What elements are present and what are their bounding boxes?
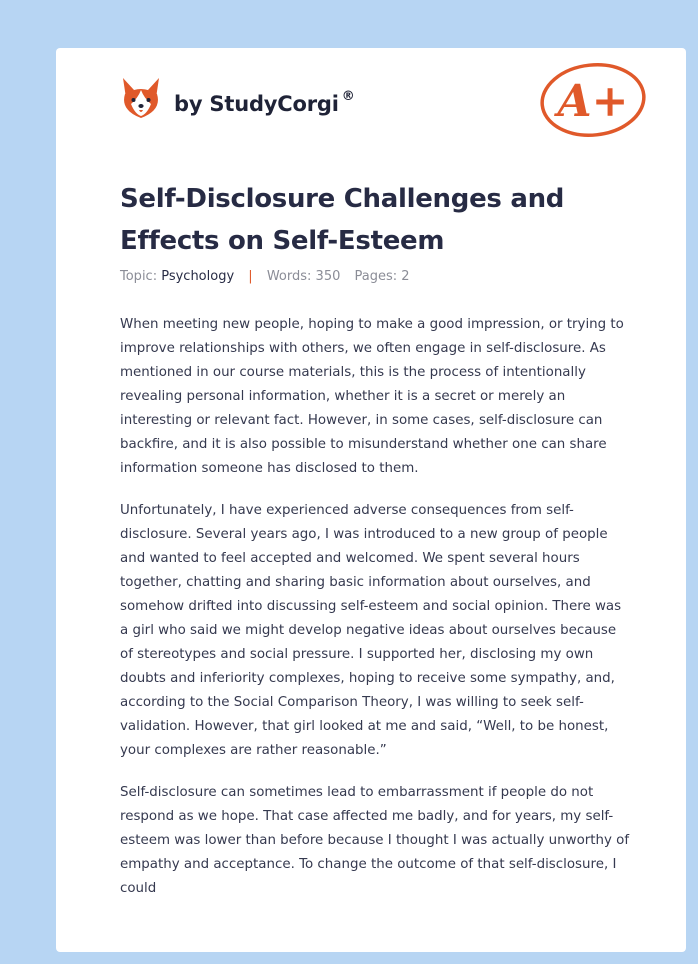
brand-text: by StudyCorgi bbox=[174, 92, 339, 116]
header bbox=[56, 48, 686, 158]
grade-text: A+ bbox=[557, 76, 629, 127]
document-page bbox=[56, 48, 686, 952]
words-value: 350 bbox=[315, 269, 341, 284]
words-label: Words: bbox=[266, 269, 312, 284]
paragraph-3: Self-disclosure can sometimes lead to embarrassment if people do not respond as we hope. That case affected me badly, and for years, my self-esteem was lower than before because I thought I was actually unworthy of empathy and acceptance. To change the outcome of that self-disclosure, I could bbox=[120, 785, 630, 896]
registered-mark: ® bbox=[341, 89, 355, 104]
pages-label: Pages: bbox=[354, 269, 398, 284]
corgi-logo-icon bbox=[120, 76, 162, 120]
page-title: Self-Disclosure Challenges and Effects on Self-Esteem bbox=[120, 184, 565, 256]
paragraph-1: When meeting new people, hoping to make a good impression, or trying to improve relationships with others, we often engage in self-disclosure. As mentioned in our course materials, this is the process of intentionally revealing personal information, whether it is a secret or merely an interesting or relevant fact. However, in some cases, self-disclosure can backfire, and it is also possible to misunderstand whether one can share information someone has disclosed to them. bbox=[120, 317, 624, 476]
topic-link[interactable]: Psychology bbox=[161, 269, 235, 284]
meta-separator: | bbox=[248, 269, 253, 284]
pages-value: 2 bbox=[401, 269, 410, 284]
brand-name[interactable] bbox=[174, 89, 355, 116]
topic-label: Topic: bbox=[120, 269, 158, 284]
document-meta bbox=[120, 269, 410, 284]
document-body bbox=[120, 313, 632, 919]
a-plus-grade-badge bbox=[538, 60, 648, 140]
paragraph-2: Unfortunately, I have experienced adverse consequences from self-disclosure. Several years ago, I was introduced to a new group of people and wanted to feel accepted and welcomed. We spent several hours together, chatting and sharing basic information about ourselves, and somehow drifted into discussing self-esteem and social opinion. There was a girl who said we might develop negative ideas about ourselves because of stereotypes and social pressure. I supported her, disclosing my own doubts and inferiority complexes, hoping to receive some sympathy, and, according to the Social Comparison Theory, I was willing to seek self-validation. However, that girl looked at me and said, “Well, to be honest, your complexes are rather reasonable.” bbox=[120, 503, 622, 758]
